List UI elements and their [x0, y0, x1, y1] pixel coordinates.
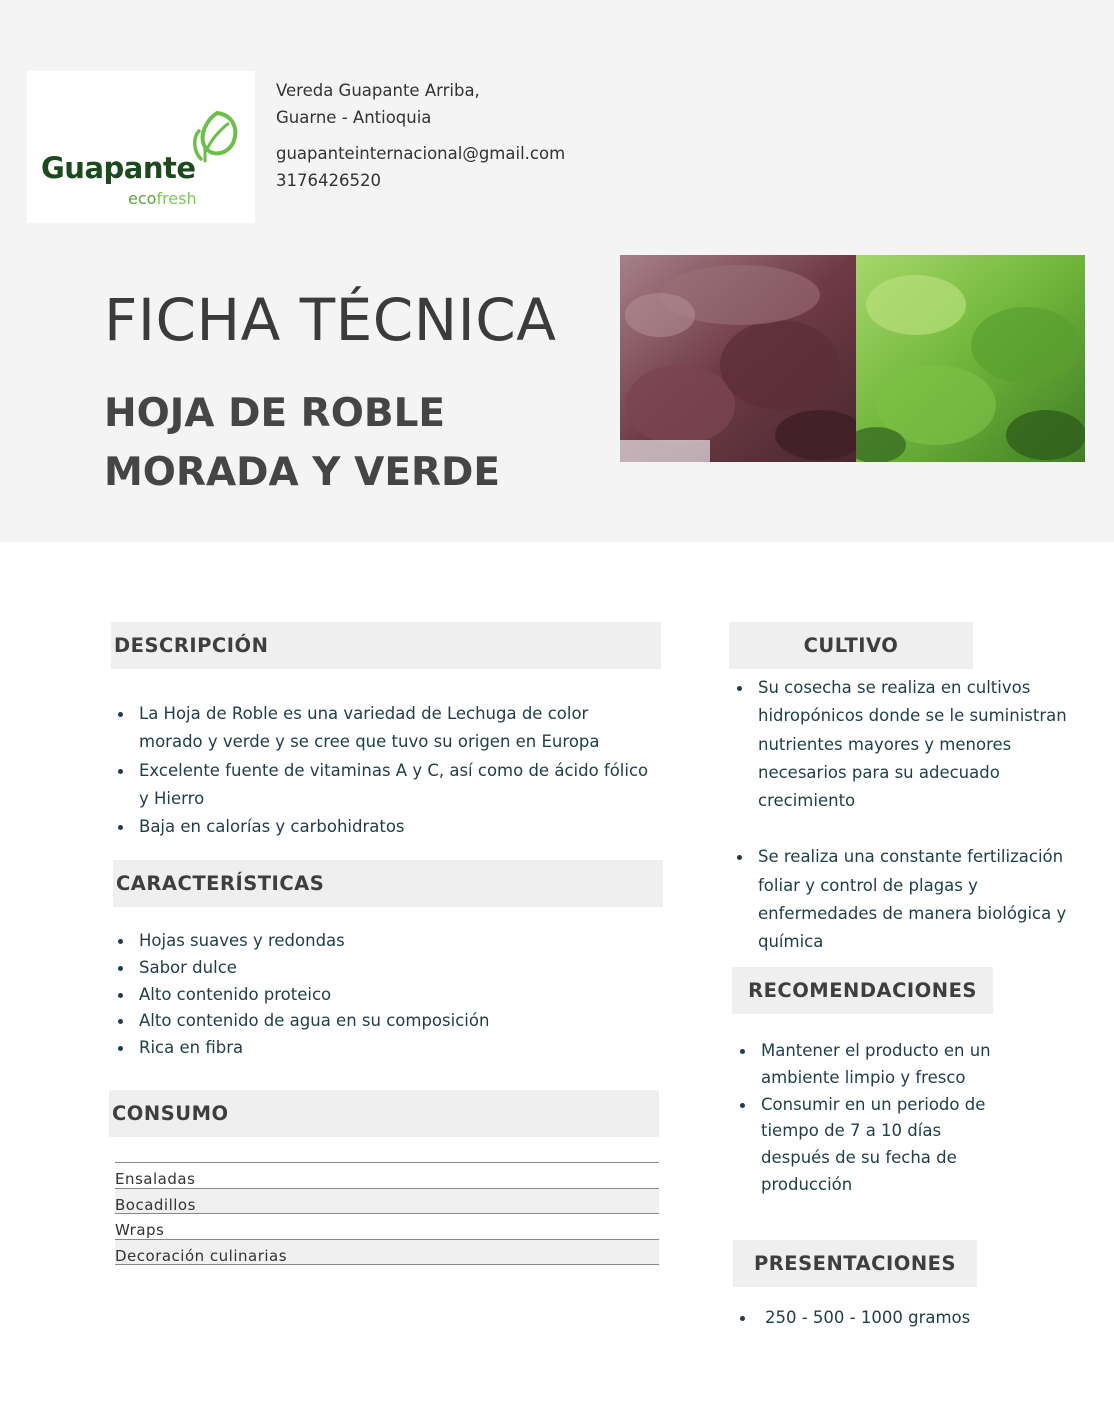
section-heading-descripcion: DESCRIPCIÓN [111, 622, 661, 669]
list-item: Mantener el producto en un ambiente limpio y fresco [737, 1038, 997, 1092]
table-row: Ensaladas [115, 1163, 659, 1189]
lettuce-photo [620, 255, 1085, 462]
section-heading-caracteristicas: CARACTERÍSTICAS [113, 860, 663, 907]
red-lettuce-image [620, 255, 856, 462]
list-item: Hojas suaves y redondas [115, 928, 655, 955]
product-title-line-1: HOJA DE ROBLE [104, 391, 446, 436]
green-lettuce-image [856, 255, 1085, 462]
recomendaciones-list [737, 1038, 997, 1199]
presentaciones-list [737, 1305, 1037, 1332]
address [276, 77, 480, 131]
section-heading-recomendaciones: RECOMENDACIONES [732, 967, 993, 1014]
address-line-1: Vereda Guapante Arriba, [276, 81, 480, 100]
product-title [104, 384, 500, 502]
page-title: FICHA TÉCNICA [104, 286, 557, 354]
table-row: Decoración culinarias [115, 1240, 659, 1266]
caracteristicas-list [115, 928, 655, 1062]
descripcion-list [115, 700, 655, 841]
list-spacer [734, 815, 1090, 843]
company-logo [27, 71, 255, 223]
list-item: Alto contenido de agua en su composición [115, 1008, 655, 1035]
consumo-table [115, 1162, 659, 1265]
email[interactable]: guapanteinternacional@gmail.com [276, 144, 566, 163]
address-line-2: Guarne - Antioquia [276, 108, 432, 127]
table-row: Wraps [115, 1214, 659, 1240]
section-heading-presentaciones: PRESENTACIONES [733, 1240, 977, 1287]
contact-info [276, 140, 565, 194]
section-heading-consumo: CONSUMO [109, 1090, 659, 1137]
list-item: Excelente fuente de vitaminas A y C, así como de ácido fólico y Hierro [115, 757, 655, 814]
cultivo-list [734, 674, 1090, 957]
logo-subtitle: ecofresh [128, 189, 197, 208]
phone[interactable]: 3176426520 [276, 171, 381, 190]
list-item: La Hoja de Roble es una variedad de Lechuga de color morado y verde y se cree que tuvo su origen en Europa [115, 700, 655, 757]
list-item: Su cosecha se realiza en cultivos hidropónicos donde se le suministran nutrientes mayores y menores necesarios para su adecuado crecimiento [734, 674, 1090, 815]
table-row: Bocadillos [115, 1189, 659, 1215]
list-item: Se realiza una constante fertilización foliar y control de plagas y enfermedades de manera biológica y química [734, 843, 1090, 956]
list-item: Baja en calorías y carbohidratos [115, 813, 655, 841]
list-item: Sabor dulce [115, 955, 655, 982]
list-item: Rica en fibra [115, 1035, 655, 1062]
product-title-line-2: MORADA Y VERDE [104, 450, 500, 495]
logo-name: Guapante [41, 151, 196, 185]
section-heading-cultivo: CULTIVO [729, 622, 973, 669]
list-item: Alto contenido proteico [115, 982, 655, 1009]
list-item: Consumir en un periodo de tiempo de 7 a 10 días después de su fecha de producción [737, 1092, 997, 1199]
list-item: 250 - 500 - 1000 gramos [737, 1305, 1037, 1332]
